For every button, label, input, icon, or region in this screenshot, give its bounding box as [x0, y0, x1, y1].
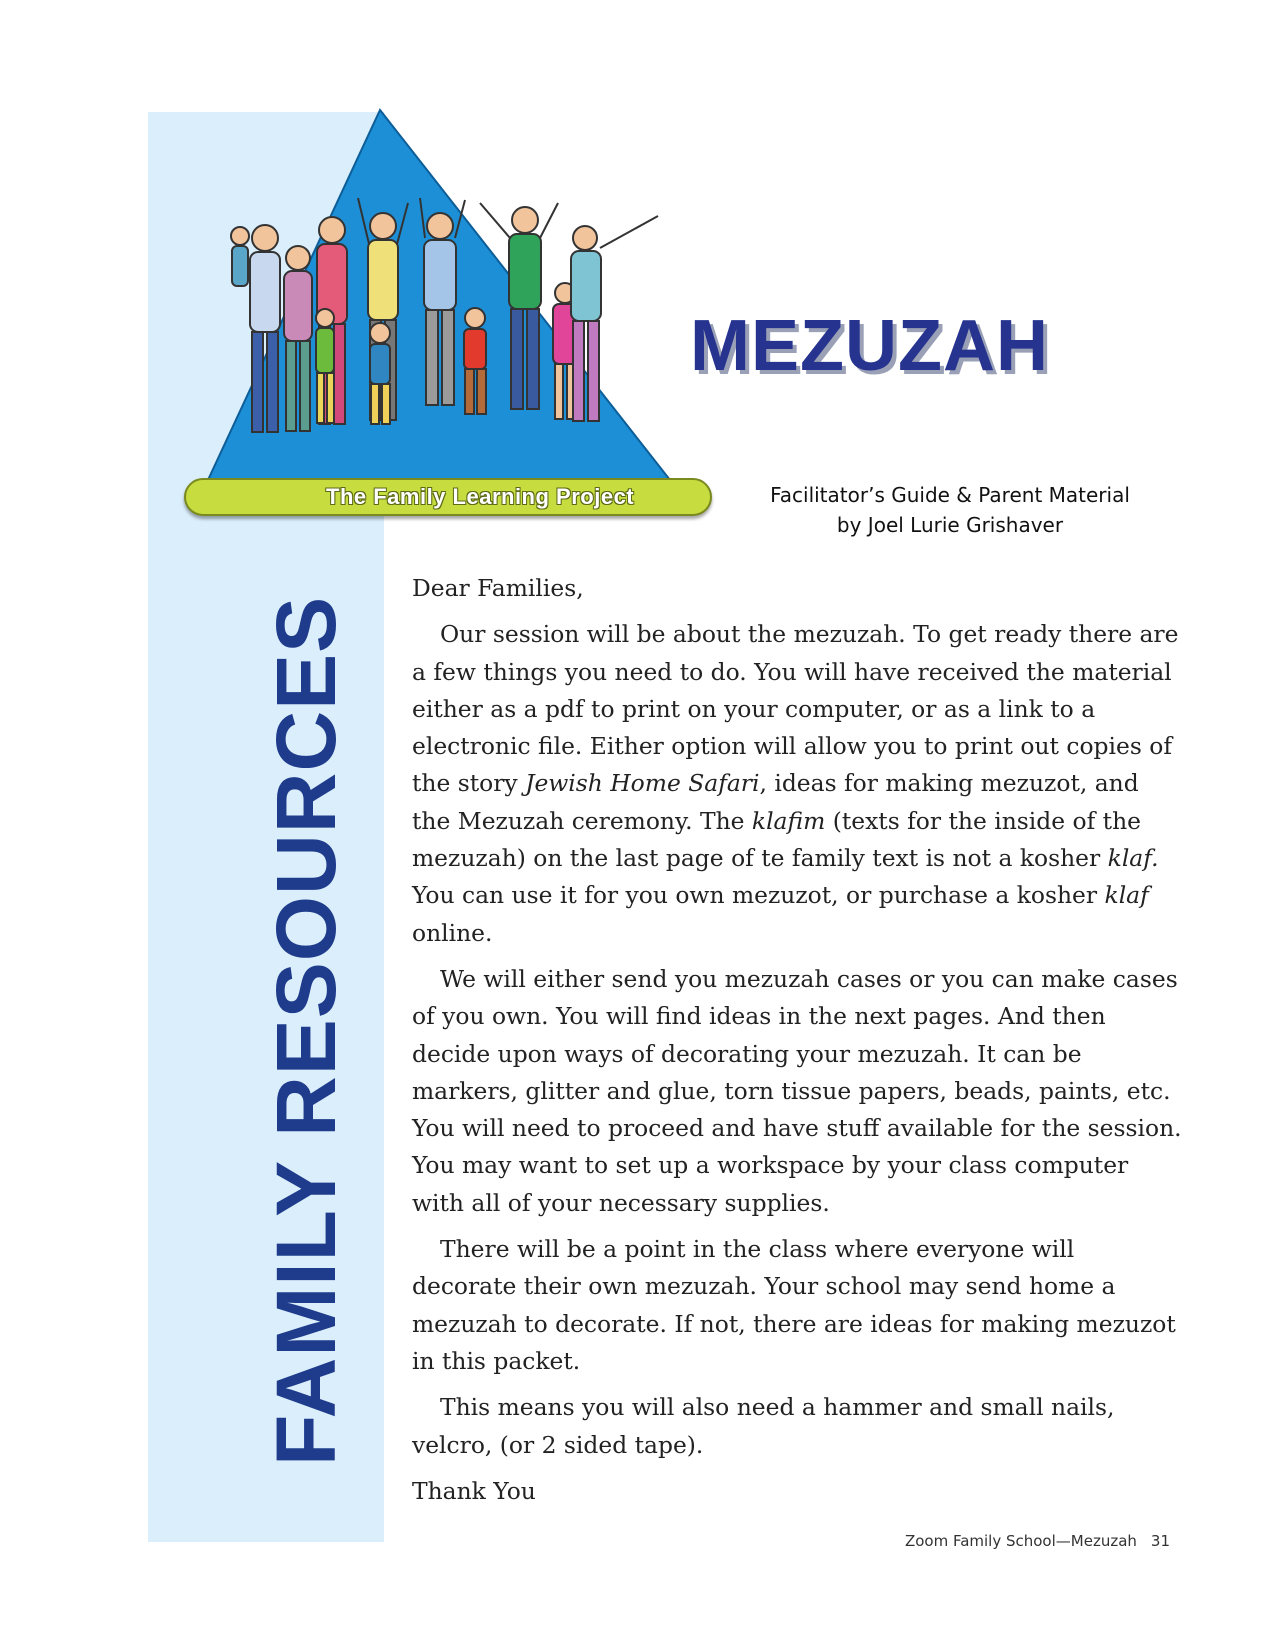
footer-text: Zoom Family School—Mezuzah — [904, 1532, 1137, 1550]
subtitle — [740, 480, 1160, 540]
closing: Thank You — [412, 1476, 536, 1505]
paragraph-4: This means you will also need a hammer and small nails, velcro, (or 2 sided tape). — [412, 1393, 1115, 1459]
salutation: Dear Families, — [412, 574, 584, 602]
family-illustration — [180, 108, 710, 528]
sidebar-title: FAMILY RESOURCES — [259, 595, 353, 1466]
term-klafim: klafim — [751, 806, 826, 835]
page-title: MEZUZAH — [690, 306, 1049, 386]
term-klaf: klaf. — [1107, 844, 1159, 873]
subtitle-author: by Joel Lurie Grishaver — [836, 513, 1064, 537]
p1-text-c: , ideas for making mezuzot, and the Mezuzah ceremony. The — [412, 769, 1139, 835]
paragraph-2: We will either send you mezuzah cases or you can make cases of you own. You will find ideas in the next pages. And then decide upon ways of decorating your mezuzah. It can be markers, glitter and glue, torn tissue papers, beads, paints, etc. You will need to proceed and have stuff available for the session. You may want to set up a workspace by your class computer with all of your necessary supplies. — [412, 964, 1182, 1217]
logo-banner-text: The Family Learning Project — [326, 484, 635, 509]
logo-banner — [184, 478, 712, 516]
p1-text-a: Our session will be about the mezuzah. To get ready there are a few things you need to do. You will have received the material either as a pdf to print on your computer, or as a link to a electronic file. Either option will allow you to print out copies of the story — [412, 620, 1179, 798]
p1-text-e: (texts for the inside of the mezuzah) on the last page of te family text is not a kosher — [412, 806, 1141, 873]
letter-body — [412, 570, 1182, 1519]
subtitle-line-1: Facilitator’s Guide & Parent Material — [770, 483, 1130, 507]
paragraph-3: There will be a point in the class where everyone will decorate their own mezuzah. Your school may send home a mezuzah to decorate. If not, there are ideas for making mezuzot in this packet. — [412, 1235, 1176, 1375]
page-number: 31 — [1150, 1532, 1170, 1550]
p1-text-i: online. — [412, 918, 493, 947]
term-klaf-2: klaf — [1104, 881, 1149, 910]
page-footer — [860, 1532, 1170, 1550]
story-title: Jewish Home Safari — [525, 769, 760, 798]
p1-text-g: You can use it for you own mezuzot, or purchase a kosher — [412, 881, 1105, 910]
paragraph-1 — [412, 616, 1182, 952]
